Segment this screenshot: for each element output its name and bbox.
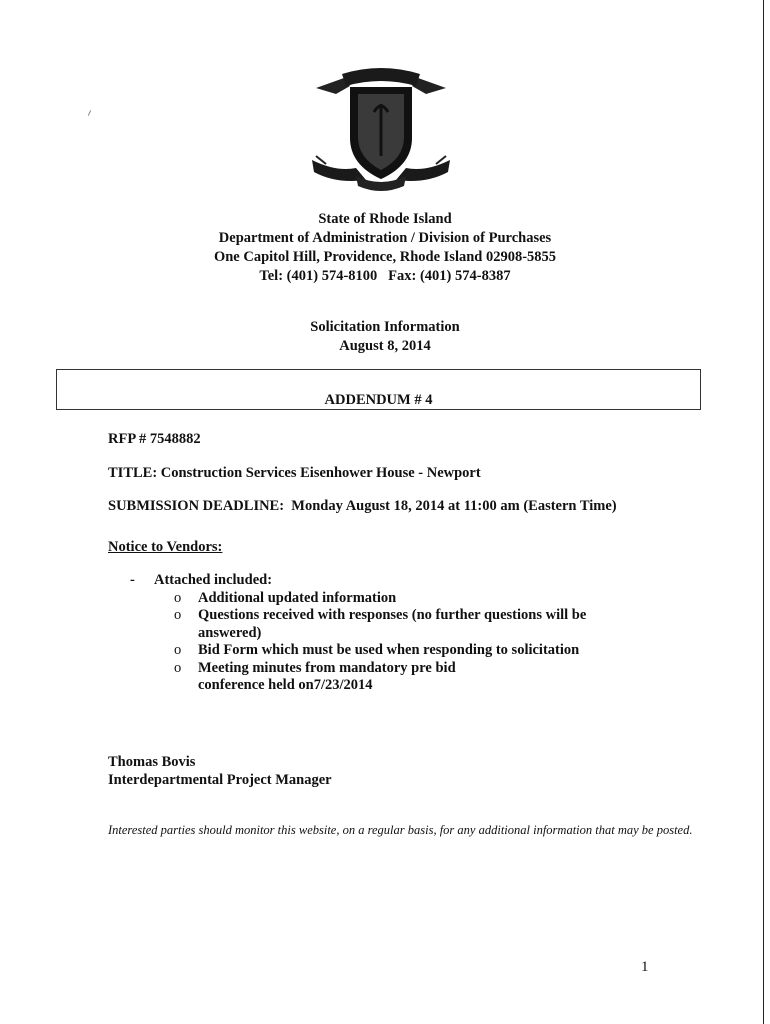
page-number: 1 xyxy=(641,959,649,975)
list-item xyxy=(130,607,650,642)
signer-role: Interdepartmental Project Manager xyxy=(108,772,332,788)
phone-fax: Tel: (401) 574-8100 Fax: (401) 574-8387 xyxy=(259,268,511,284)
solicitation-header xyxy=(0,318,770,356)
attachment-item-text: Bid Form which must be used when responding to solicitation xyxy=(198,642,580,658)
monitor-website-note: Interested parties should monitor this website, on a regular basis, for any additional information that may be posted. xyxy=(108,823,693,837)
solicitation-heading: Solicitation Information xyxy=(310,319,460,335)
circle-bullet-icon: o xyxy=(174,607,182,623)
rfp-title: TITLE: Construction Services Eisenhower House - Newport xyxy=(108,465,481,481)
signature-block xyxy=(108,753,332,789)
department-name: Department of Administration / Division of Purchases xyxy=(218,230,552,246)
scan-artifact xyxy=(88,110,91,116)
attachment-item-text: Meeting minutes from mandatory pre bid conference held on7/23/2014 xyxy=(198,659,456,693)
signer-name: Thomas Bovis xyxy=(108,754,196,770)
attachments-list xyxy=(130,572,650,695)
list-item xyxy=(130,642,650,660)
circle-bullet-icon: o xyxy=(174,659,182,676)
state-name: State of Rhode Island xyxy=(318,211,452,227)
submission-deadline: SUBMISSION DEADLINE: Monday August 18, 2014 at 11:00 am (Eastern Time) xyxy=(108,498,617,514)
attachments-lead: Attached included: xyxy=(154,572,273,588)
list-item xyxy=(130,660,650,695)
address: One Capitol Hill, Providence, Rhode Island 02908-5855 xyxy=(213,249,557,265)
solicitation-date: August 8, 2014 xyxy=(339,338,431,354)
rfp-number: RFP # 7548882 xyxy=(108,431,201,447)
notice-to-vendors: Notice to Vendors: xyxy=(108,539,223,555)
list-item xyxy=(130,590,650,608)
addendum-title: ADDENDUM # 4 xyxy=(324,392,433,408)
dash-bullet: - xyxy=(130,572,135,588)
agency-header xyxy=(0,210,770,286)
page-edge-line xyxy=(763,0,764,1024)
circle-bullet-icon: o xyxy=(174,589,182,606)
attachments-sublist xyxy=(130,590,650,695)
attachment-item-text: Questions received with responses (no further questions will be answered) xyxy=(198,607,587,641)
circle-bullet-icon: o xyxy=(174,642,182,658)
attachment-item-text: Additional updated information xyxy=(198,589,397,606)
rhode-island-state-seal-icon xyxy=(306,60,456,195)
addendum-box xyxy=(56,369,701,410)
